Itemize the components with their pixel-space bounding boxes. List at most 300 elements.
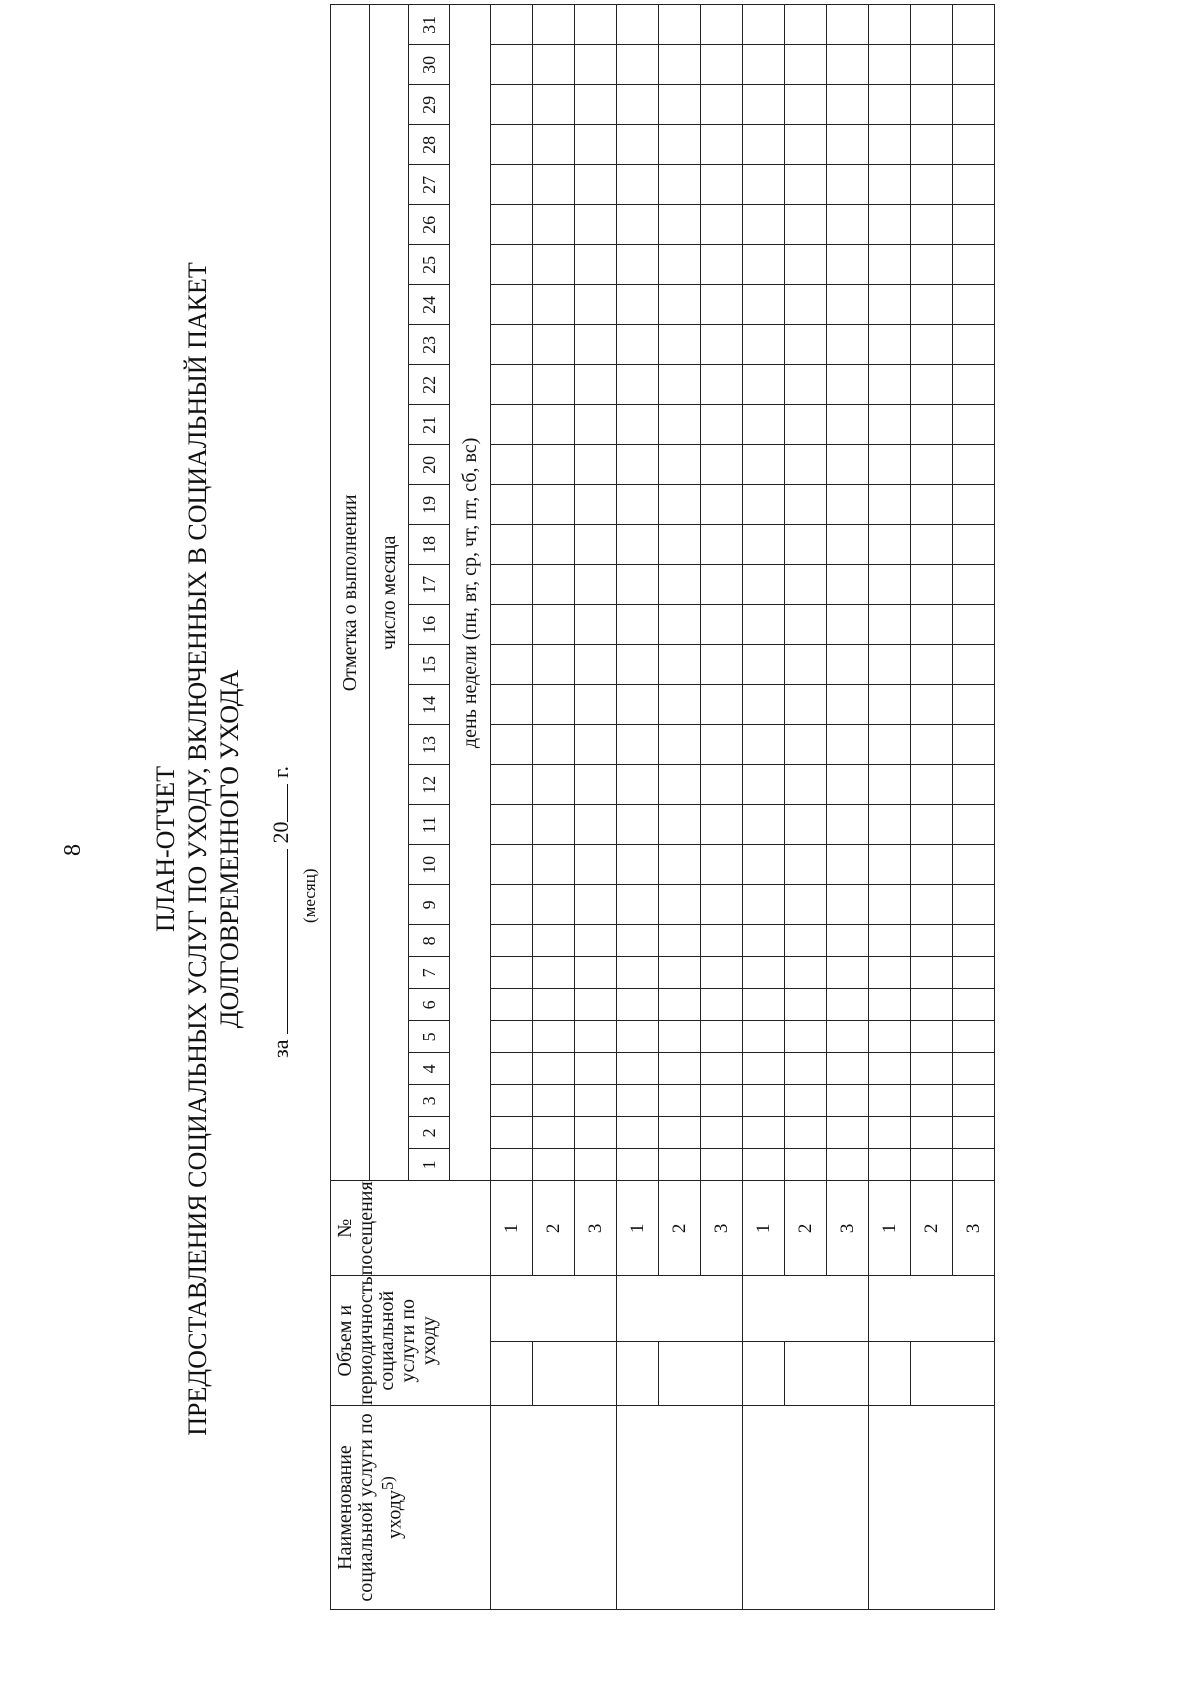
- mark-cell[interactable]: [533, 565, 575, 605]
- mark-cell[interactable]: [785, 605, 827, 645]
- mark-cell[interactable]: [701, 245, 743, 285]
- mark-cell[interactable]: [575, 1117, 617, 1149]
- mark-cell[interactable]: [911, 165, 953, 205]
- mark-cell[interactable]: [785, 85, 827, 125]
- mark-cell[interactable]: [869, 205, 911, 245]
- mark-cell[interactable]: [869, 85, 911, 125]
- mark-cell[interactable]: [869, 1085, 911, 1117]
- mark-cell[interactable]: [911, 1053, 953, 1085]
- mark-cell[interactable]: [869, 845, 911, 885]
- mark-cell[interactable]: [869, 957, 911, 989]
- mark-cell[interactable]: [491, 957, 533, 989]
- mark-cell[interactable]: [659, 285, 701, 325]
- mark-cell[interactable]: [785, 565, 827, 605]
- mark-cell[interactable]: [617, 1117, 659, 1149]
- mark-cell[interactable]: [827, 685, 869, 725]
- mark-cell[interactable]: [533, 765, 575, 805]
- mark-cell[interactable]: [617, 925, 659, 957]
- volume-cell[interactable]: [533, 1341, 617, 1405]
- mark-cell[interactable]: [743, 445, 785, 485]
- mark-cell[interactable]: [491, 485, 533, 525]
- mark-cell[interactable]: [827, 165, 869, 205]
- mark-cell[interactable]: [659, 805, 701, 845]
- mark-cell[interactable]: [869, 765, 911, 805]
- mark-cell[interactable]: [743, 365, 785, 405]
- mark-cell[interactable]: [533, 1053, 575, 1085]
- mark-cell[interactable]: [617, 285, 659, 325]
- mark-cell[interactable]: [575, 325, 617, 365]
- mark-cell[interactable]: [659, 1021, 701, 1053]
- mark-cell[interactable]: [575, 245, 617, 285]
- mark-cell[interactable]: [617, 805, 659, 845]
- mark-cell[interactable]: [617, 1149, 659, 1181]
- mark-cell[interactable]: [785, 525, 827, 565]
- mark-cell[interactable]: [911, 565, 953, 605]
- mark-cell[interactable]: [701, 605, 743, 645]
- mark-cell[interactable]: [491, 85, 533, 125]
- mark-cell[interactable]: [701, 405, 743, 445]
- mark-cell[interactable]: [491, 525, 533, 565]
- mark-cell[interactable]: [701, 1117, 743, 1149]
- mark-cell[interactable]: [659, 45, 701, 85]
- mark-cell[interactable]: [743, 725, 785, 765]
- mark-cell[interactable]: [617, 525, 659, 565]
- mark-cell[interactable]: [701, 365, 743, 405]
- mark-cell[interactable]: [911, 125, 953, 165]
- mark-cell[interactable]: [533, 845, 575, 885]
- mark-cell[interactable]: [743, 989, 785, 1021]
- mark-cell[interactable]: [491, 5, 533, 45]
- mark-cell[interactable]: [659, 365, 701, 405]
- mark-cell[interactable]: [491, 1117, 533, 1149]
- mark-cell[interactable]: [869, 525, 911, 565]
- mark-cell[interactable]: [953, 1149, 995, 1181]
- mark-cell[interactable]: [911, 765, 953, 805]
- mark-cell[interactable]: [743, 845, 785, 885]
- mark-cell[interactable]: [785, 1085, 827, 1117]
- mark-cell[interactable]: [743, 1053, 785, 1085]
- volume-cell[interactable]: [617, 1341, 659, 1405]
- mark-cell[interactable]: [743, 405, 785, 445]
- mark-cell[interactable]: [491, 805, 533, 845]
- mark-cell[interactable]: [491, 765, 533, 805]
- mark-cell[interactable]: [617, 125, 659, 165]
- mark-cell[interactable]: [827, 85, 869, 125]
- volume-cell[interactable]: [659, 1341, 743, 1405]
- mark-cell[interactable]: [953, 45, 995, 85]
- mark-cell[interactable]: [575, 1021, 617, 1053]
- mark-cell[interactable]: [827, 989, 869, 1021]
- volume-cell[interactable]: [911, 1341, 995, 1405]
- mark-cell[interactable]: [659, 165, 701, 205]
- mark-cell[interactable]: [827, 605, 869, 645]
- mark-cell[interactable]: [827, 325, 869, 365]
- mark-cell[interactable]: [743, 205, 785, 245]
- mark-cell[interactable]: [575, 645, 617, 685]
- mark-cell[interactable]: [617, 45, 659, 85]
- mark-cell[interactable]: [617, 245, 659, 285]
- mark-cell[interactable]: [617, 485, 659, 525]
- mark-cell[interactable]: [533, 325, 575, 365]
- mark-cell[interactable]: [953, 205, 995, 245]
- mark-cell[interactable]: [953, 5, 995, 45]
- mark-cell[interactable]: [533, 445, 575, 485]
- mark-cell[interactable]: [659, 485, 701, 525]
- mark-cell[interactable]: [491, 1021, 533, 1053]
- mark-cell[interactable]: [911, 1117, 953, 1149]
- mark-cell[interactable]: [743, 525, 785, 565]
- mark-cell[interactable]: [701, 5, 743, 45]
- mark-cell[interactable]: [575, 45, 617, 85]
- mark-cell[interactable]: [617, 685, 659, 725]
- mark-cell[interactable]: [743, 885, 785, 925]
- mark-cell[interactable]: [533, 1117, 575, 1149]
- mark-cell[interactable]: [533, 685, 575, 725]
- mark-cell[interactable]: [785, 165, 827, 205]
- mark-cell[interactable]: [575, 205, 617, 245]
- mark-cell[interactable]: [785, 805, 827, 845]
- mark-cell[interactable]: [911, 445, 953, 485]
- mark-cell[interactable]: [533, 525, 575, 565]
- mark-cell[interactable]: [953, 725, 995, 765]
- mark-cell[interactable]: [785, 685, 827, 725]
- mark-cell[interactable]: [953, 645, 995, 685]
- mark-cell[interactable]: [827, 245, 869, 285]
- mark-cell[interactable]: [617, 1085, 659, 1117]
- periodicity-cell[interactable]: [491, 1276, 617, 1341]
- mark-cell[interactable]: [701, 445, 743, 485]
- mark-cell[interactable]: [911, 925, 953, 957]
- mark-cell[interactable]: [743, 285, 785, 325]
- mark-cell[interactable]: [827, 525, 869, 565]
- mark-cell[interactable]: [659, 1117, 701, 1149]
- mark-cell[interactable]: [617, 885, 659, 925]
- mark-cell[interactable]: [701, 925, 743, 957]
- mark-cell[interactable]: [869, 685, 911, 725]
- mark-cell[interactable]: [785, 325, 827, 365]
- mark-cell[interactable]: [869, 1021, 911, 1053]
- mark-cell[interactable]: [911, 1085, 953, 1117]
- mark-cell[interactable]: [617, 725, 659, 765]
- mark-cell[interactable]: [743, 805, 785, 845]
- mark-cell[interactable]: [953, 1085, 995, 1117]
- mark-cell[interactable]: [911, 405, 953, 445]
- mark-cell[interactable]: [785, 989, 827, 1021]
- mark-cell[interactable]: [827, 1085, 869, 1117]
- mark-cell[interactable]: [785, 885, 827, 925]
- mark-cell[interactable]: [869, 245, 911, 285]
- mark-cell[interactable]: [743, 925, 785, 957]
- mark-cell[interactable]: [491, 165, 533, 205]
- mark-cell[interactable]: [911, 1021, 953, 1053]
- mark-cell[interactable]: [659, 957, 701, 989]
- mark-cell[interactable]: [869, 725, 911, 765]
- mark-cell[interactable]: [953, 245, 995, 285]
- mark-cell[interactable]: [701, 325, 743, 365]
- mark-cell[interactable]: [785, 405, 827, 445]
- mark-cell[interactable]: [743, 957, 785, 989]
- mark-cell[interactable]: [827, 125, 869, 165]
- mark-cell[interactable]: [827, 725, 869, 765]
- mark-cell[interactable]: [533, 285, 575, 325]
- mark-cell[interactable]: [617, 5, 659, 45]
- mark-cell[interactable]: [617, 845, 659, 885]
- mark-cell[interactable]: [785, 845, 827, 885]
- mark-cell[interactable]: [533, 365, 575, 405]
- mark-cell[interactable]: [911, 325, 953, 365]
- mark-cell[interactable]: [533, 45, 575, 85]
- mark-cell[interactable]: [953, 85, 995, 125]
- mark-cell[interactable]: [575, 1149, 617, 1181]
- mark-cell[interactable]: [701, 1021, 743, 1053]
- mark-cell[interactable]: [827, 765, 869, 805]
- mark-cell[interactable]: [701, 1085, 743, 1117]
- mark-cell[interactable]: [785, 205, 827, 245]
- mark-cell[interactable]: [575, 285, 617, 325]
- mark-cell[interactable]: [953, 565, 995, 605]
- mark-cell[interactable]: [701, 565, 743, 605]
- mark-cell[interactable]: [491, 125, 533, 165]
- mark-cell[interactable]: [533, 925, 575, 957]
- mark-cell[interactable]: [827, 365, 869, 405]
- periodicity-cell[interactable]: [743, 1276, 869, 1341]
- mark-cell[interactable]: [743, 165, 785, 205]
- mark-cell[interactable]: [953, 445, 995, 485]
- mark-cell[interactable]: [533, 165, 575, 205]
- mark-cell[interactable]: [869, 605, 911, 645]
- mark-cell[interactable]: [953, 365, 995, 405]
- mark-cell[interactable]: [491, 1149, 533, 1181]
- mark-cell[interactable]: [575, 165, 617, 205]
- mark-cell[interactable]: [953, 925, 995, 957]
- mark-cell[interactable]: [533, 805, 575, 845]
- mark-cell[interactable]: [953, 805, 995, 845]
- mark-cell[interactable]: [911, 725, 953, 765]
- mark-cell[interactable]: [869, 165, 911, 205]
- mark-cell[interactable]: [659, 645, 701, 685]
- mark-cell[interactable]: [533, 605, 575, 645]
- mark-cell[interactable]: [617, 765, 659, 805]
- mark-cell[interactable]: [617, 165, 659, 205]
- mark-cell[interactable]: [785, 45, 827, 85]
- mark-cell[interactable]: [785, 365, 827, 405]
- mark-cell[interactable]: [743, 685, 785, 725]
- mark-cell[interactable]: [617, 85, 659, 125]
- mark-cell[interactable]: [911, 1149, 953, 1181]
- mark-cell[interactable]: [911, 485, 953, 525]
- mark-cell[interactable]: [575, 845, 617, 885]
- mark-cell[interactable]: [785, 725, 827, 765]
- mark-cell[interactable]: [785, 1117, 827, 1149]
- mark-cell[interactable]: [701, 765, 743, 805]
- mark-cell[interactable]: [575, 85, 617, 125]
- mark-cell[interactable]: [533, 645, 575, 685]
- mark-cell[interactable]: [869, 445, 911, 485]
- mark-cell[interactable]: [533, 485, 575, 525]
- mark-cell[interactable]: [869, 925, 911, 957]
- mark-cell[interactable]: [869, 325, 911, 365]
- mark-cell[interactable]: [491, 885, 533, 925]
- mark-cell[interactable]: [491, 989, 533, 1021]
- mark-cell[interactable]: [659, 765, 701, 805]
- mark-cell[interactable]: [575, 1085, 617, 1117]
- mark-cell[interactable]: [827, 957, 869, 989]
- mark-cell[interactable]: [911, 605, 953, 645]
- mark-cell[interactable]: [743, 245, 785, 285]
- mark-cell[interactable]: [785, 645, 827, 685]
- mark-cell[interactable]: [659, 1085, 701, 1117]
- mark-cell[interactable]: [491, 1085, 533, 1117]
- mark-cell[interactable]: [911, 5, 953, 45]
- mark-cell[interactable]: [659, 1053, 701, 1085]
- mark-cell[interactable]: [827, 485, 869, 525]
- mark-cell[interactable]: [701, 485, 743, 525]
- mark-cell[interactable]: [701, 285, 743, 325]
- mark-cell[interactable]: [659, 989, 701, 1021]
- mark-cell[interactable]: [659, 885, 701, 925]
- mark-cell[interactable]: [743, 1149, 785, 1181]
- mark-cell[interactable]: [575, 1053, 617, 1085]
- mark-cell[interactable]: [953, 525, 995, 565]
- mark-cell[interactable]: [911, 85, 953, 125]
- mark-cell[interactable]: [785, 485, 827, 525]
- mark-cell[interactable]: [827, 845, 869, 885]
- mark-cell[interactable]: [575, 989, 617, 1021]
- mark-cell[interactable]: [701, 1149, 743, 1181]
- mark-cell[interactable]: [911, 205, 953, 245]
- mark-cell[interactable]: [659, 405, 701, 445]
- mark-cell[interactable]: [659, 5, 701, 45]
- mark-cell[interactable]: [911, 885, 953, 925]
- mark-cell[interactable]: [785, 5, 827, 45]
- mark-cell[interactable]: [659, 525, 701, 565]
- mark-cell[interactable]: [659, 1149, 701, 1181]
- mark-cell[interactable]: [575, 365, 617, 405]
- mark-cell[interactable]: [701, 845, 743, 885]
- mark-cell[interactable]: [491, 405, 533, 445]
- mark-cell[interactable]: [911, 685, 953, 725]
- mark-cell[interactable]: [575, 885, 617, 925]
- mark-cell[interactable]: [701, 989, 743, 1021]
- mark-cell[interactable]: [785, 245, 827, 285]
- mark-cell[interactable]: [869, 285, 911, 325]
- mark-cell[interactable]: [533, 957, 575, 989]
- volume-cell[interactable]: [869, 1341, 911, 1405]
- mark-cell[interactable]: [785, 285, 827, 325]
- mark-cell[interactable]: [533, 989, 575, 1021]
- mark-cell[interactable]: [701, 805, 743, 845]
- mark-cell[interactable]: [659, 725, 701, 765]
- mark-cell[interactable]: [743, 485, 785, 525]
- mark-cell[interactable]: [491, 285, 533, 325]
- mark-cell[interactable]: [701, 725, 743, 765]
- mark-cell[interactable]: [953, 885, 995, 925]
- mark-cell[interactable]: [701, 1053, 743, 1085]
- mark-cell[interactable]: [701, 205, 743, 245]
- mark-cell[interactable]: [701, 525, 743, 565]
- mark-cell[interactable]: [953, 325, 995, 365]
- mark-cell[interactable]: [743, 85, 785, 125]
- mark-cell[interactable]: [617, 957, 659, 989]
- mark-cell[interactable]: [659, 845, 701, 885]
- mark-cell[interactable]: [701, 645, 743, 685]
- mark-cell[interactable]: [911, 285, 953, 325]
- mark-cell[interactable]: [827, 285, 869, 325]
- mark-cell[interactable]: [701, 685, 743, 725]
- mark-cell[interactable]: [491, 325, 533, 365]
- mark-cell[interactable]: [827, 405, 869, 445]
- mark-cell[interactable]: [869, 565, 911, 605]
- mark-cell[interactable]: [533, 1085, 575, 1117]
- mark-cell[interactable]: [533, 85, 575, 125]
- mark-cell[interactable]: [533, 5, 575, 45]
- mark-cell[interactable]: [491, 725, 533, 765]
- mark-cell[interactable]: [701, 165, 743, 205]
- mark-cell[interactable]: [953, 285, 995, 325]
- mark-cell[interactable]: [533, 245, 575, 285]
- mark-cell[interactable]: [827, 45, 869, 85]
- mark-cell[interactable]: [869, 1117, 911, 1149]
- mark-cell[interactable]: [911, 645, 953, 685]
- mark-cell[interactable]: [575, 525, 617, 565]
- mark-cell[interactable]: [953, 765, 995, 805]
- mark-cell[interactable]: [701, 125, 743, 165]
- mark-cell[interactable]: [491, 245, 533, 285]
- mark-cell[interactable]: [743, 765, 785, 805]
- mark-cell[interactable]: [491, 925, 533, 957]
- mark-cell[interactable]: [827, 645, 869, 685]
- mark-cell[interactable]: [575, 125, 617, 165]
- mark-cell[interactable]: [575, 485, 617, 525]
- mark-cell[interactable]: [617, 565, 659, 605]
- mark-cell[interactable]: [659, 565, 701, 605]
- mark-cell[interactable]: [911, 45, 953, 85]
- mark-cell[interactable]: [869, 989, 911, 1021]
- mark-cell[interactable]: [659, 245, 701, 285]
- mark-cell[interactable]: [533, 885, 575, 925]
- mark-cell[interactable]: [827, 805, 869, 845]
- service-name-cell[interactable]: [743, 1406, 869, 1610]
- mark-cell[interactable]: [575, 605, 617, 645]
- mark-cell[interactable]: [911, 525, 953, 565]
- volume-cell[interactable]: [491, 1341, 533, 1405]
- mark-cell[interactable]: [575, 925, 617, 957]
- mark-cell[interactable]: [617, 1053, 659, 1085]
- mark-cell[interactable]: [827, 565, 869, 605]
- mark-cell[interactable]: [869, 645, 911, 685]
- mark-cell[interactable]: [953, 1053, 995, 1085]
- mark-cell[interactable]: [785, 445, 827, 485]
- mark-cell[interactable]: [953, 405, 995, 445]
- mark-cell[interactable]: [659, 685, 701, 725]
- mark-cell[interactable]: [953, 1117, 995, 1149]
- mark-cell[interactable]: [533, 125, 575, 165]
- mark-cell[interactable]: [827, 5, 869, 45]
- mark-cell[interactable]: [617, 645, 659, 685]
- mark-cell[interactable]: [785, 1149, 827, 1181]
- mark-cell[interactable]: [617, 365, 659, 405]
- mark-cell[interactable]: [953, 485, 995, 525]
- mark-cell[interactable]: [659, 445, 701, 485]
- mark-cell[interactable]: [953, 125, 995, 165]
- mark-cell[interactable]: [575, 765, 617, 805]
- mark-cell[interactable]: [911, 957, 953, 989]
- mark-cell[interactable]: [743, 1021, 785, 1053]
- mark-cell[interactable]: [743, 125, 785, 165]
- mark-cell[interactable]: [617, 405, 659, 445]
- mark-cell[interactable]: [953, 685, 995, 725]
- mark-cell[interactable]: [701, 85, 743, 125]
